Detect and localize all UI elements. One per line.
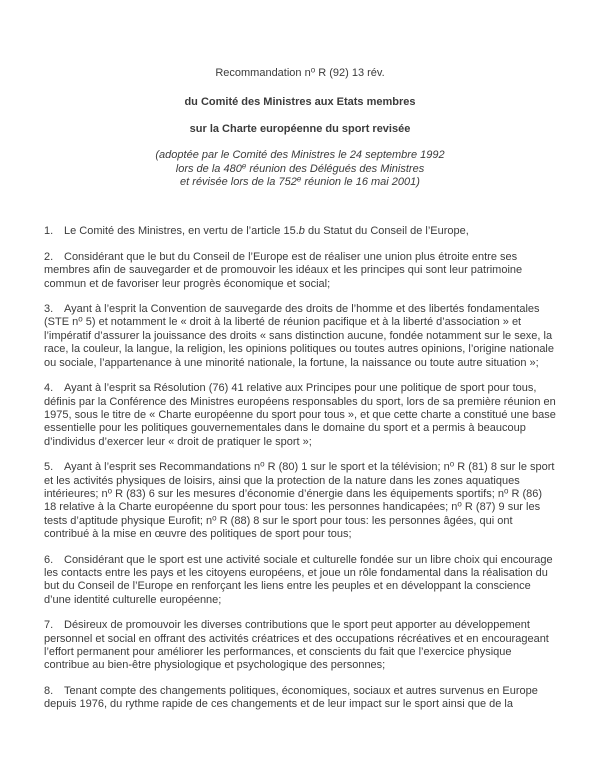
- paragraph: [44, 303, 556, 370]
- document-title-subject: sur la Charte européenne du sport revisée: [189, 122, 411, 135]
- paragraph-text: Ayant à l’esprit ses Recommandations $n^o$ R (80) 1 sur le sport et la télévision; $n^o$ R (81) 8 sur le sport et les activités physiques de loisirs, ainsi que la protection de la nature dans les zones aquatiques intérieures; $n^o$ R (83) 6 sur les mesures d’économie d’énergie dans les équipements sportifs; $n^o$ R (86) 18 relative à la Charte européenne du sport pour tous: les personnes handicapées; $n^o$ R (87) 9 sur les tests d’aptitude physique Eurofit; $n^o$ R (88) 8 sur le sport pour tous: les personnes âgées, qui ont contribué à la mise en œuvre des politiques de sport pour tous;: [44, 459, 555, 541]
- paragraph-number: 5.: [44, 461, 54, 474]
- paragraph-number: 8.: [44, 684, 54, 697]
- paragraph-number: 7.: [44, 619, 54, 632]
- paragraph-text: Désireux de promouvoir les diverses contributions que le sport peut apporter au développement personnel et social en offrant des activités créatrices et des occupations récréatives et en encourageant l’effort permanent pour améliorer les performances, et conscients du fait que l’exercice physique contribue au bien-être physiologique et psychologique des personnes;: [44, 619, 549, 672]
- paragraph: [44, 251, 556, 291]
- paragraph-number: 1.: [44, 225, 54, 238]
- adoption-note-line: et révisée lors de la 752e réunion le 16 mai 2001): [180, 174, 420, 189]
- paragraph-number: 4.: [44, 382, 54, 395]
- paragraph-text: Considérant que le but du Conseil de l’Europe est de réaliser une union plus étroite entre ses membres afin de sauvegarder et de promouvoir les idéaux et les principes qui sont leur patrimoine commun et de favoriser leur progrès économique et social;: [44, 250, 523, 290]
- adoption-note: [44, 149, 556, 189]
- paragraph-text: Ayant à l’esprit sa Résolution (76) 41 relative aux Principes pour une politique de sport pour tous, définis par la Conférence des Ministres européens responsables du sport, lors de sa première réunion en 1975, sous le titre de « Charte européenne du sport pour tous », et que cette charte a constitué une base essentielle pour les politiques gouvernementales dans le domaine du sport et a permis à beaucoup d’individus d’exercer leur « droit de pratiquer le sport »;: [44, 382, 556, 448]
- paragraph: [44, 461, 556, 541]
- paragraph-list: [44, 225, 556, 711]
- adoption-note-line: lors de la 480e réunion des Délégués des Ministres: [175, 161, 425, 175]
- document-title-addressees: du Comité des Ministres aux Etats membres: [184, 96, 416, 109]
- paragraph-text: Le Comité des Ministres, en vertu de l’article 15.b du Statut du Conseil de l’Europe,: [64, 225, 469, 238]
- paragraph-text: Ayant à l’esprit la Convention de sauvegarde des droits de l’homme et des libertés fondamentales (STE $n^o$ 5) et notamment le « droit à la liberté de réunion pacifique et à la liberté d’association » et l’impératif d’assurer la jouissance des droits « sans distinction aucune, fondée notamment sur le sexe, la race, la couleur, la langue, la religion, les opinions politiques ou toutes autres opinions, l’origine nationale ou sociale, l’appartenance à une minorité nationale, la fortune, la naissance ou toute autre situation »;: [44, 303, 554, 369]
- paragraph-number: 6.: [44, 553, 54, 566]
- paragraph-text: Tenant compte des changements politiques, économiques, sociaux et autres survenus en Europe depuis 1976, du rythme rapide de ces changements et de leur impact sur le sport ainsi que de la: [44, 684, 538, 711]
- adoption-note-line: (adoptée par le Comité des Ministres le 24 septembre 1992: [155, 149, 445, 162]
- recommendation-number: Recommandation $n^o$ R (92) 13 rév.: [215, 65, 385, 79]
- paragraph: [44, 382, 556, 449]
- paragraph: [44, 554, 556, 608]
- paragraph-number: 3.: [44, 303, 54, 316]
- paragraph-text: Considérant que le sport est une activité sociale et culturelle fondée sur un libre choix qui encourage les contacts entre les pays et les citoyens européens, et joue un rôle fondamental dans la réalisation du but du Conseil de l’Europe en renforçant les liens entre les peuples et en développant la conscience d’une identité culturelle européenne;: [44, 553, 553, 606]
- paragraph: [44, 619, 556, 673]
- paragraph-number: 2.: [44, 250, 54, 263]
- paragraph: [44, 225, 556, 238]
- paragraph: [44, 685, 556, 712]
